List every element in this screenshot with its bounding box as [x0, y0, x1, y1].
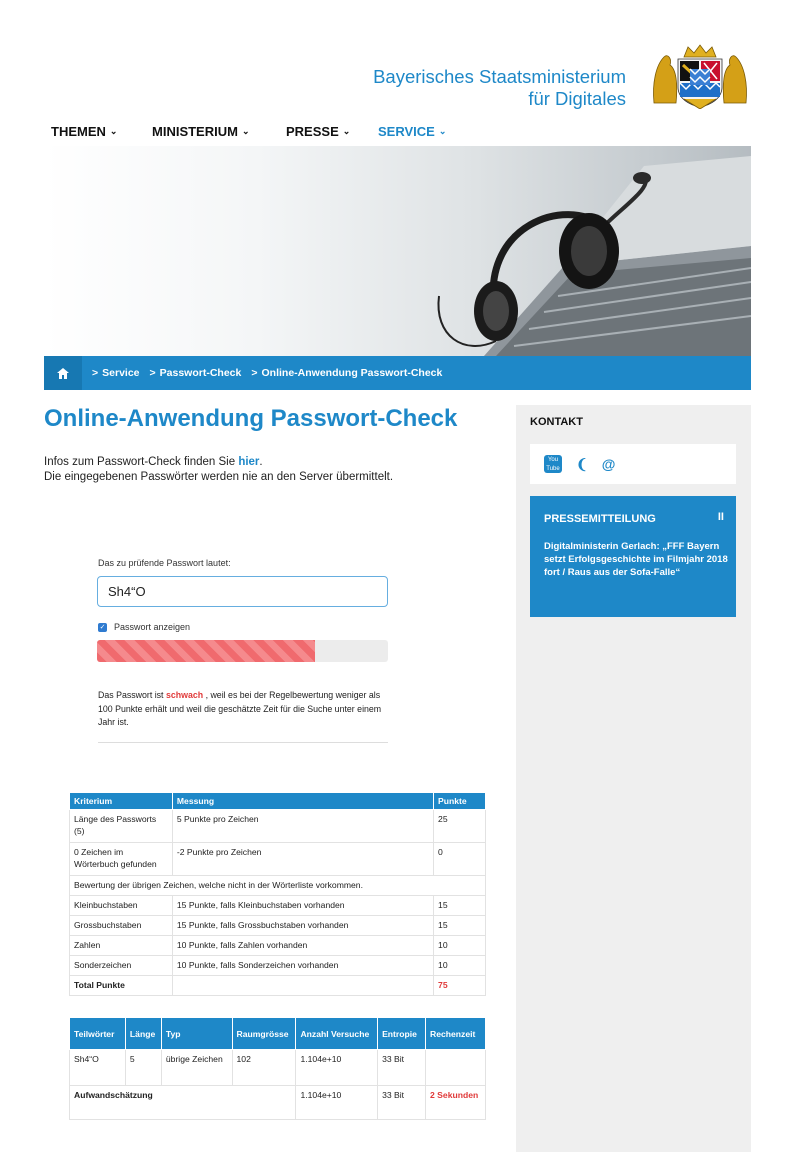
password-label: Das zu prüfende Passwort lautet:	[98, 558, 231, 568]
breadcrumb	[44, 356, 751, 390]
ministry-name[interactable]	[330, 66, 626, 110]
show-password-label: Passwort anzeigen	[114, 622, 191, 632]
table-cell	[426, 1050, 486, 1086]
press-release-text[interactable]: Digitalministerin Gerlach: „FFF Bayern setzt Erfolgsgeschichte im Filmjahr 2018 fort / Raus aus der Sofa-Falle“	[544, 541, 728, 578]
table-cell: 10	[434, 956, 486, 976]
breadcrumb-item-current: > Online-Anwendung Passwort-Check	[251, 367, 443, 379]
hero-image	[44, 146, 751, 356]
show-password-toggle[interactable]	[98, 622, 190, 632]
column-header: Länge	[125, 1018, 161, 1050]
table-row	[70, 936, 486, 956]
table-total-row	[70, 976, 486, 996]
table-summary-row	[70, 1086, 486, 1120]
chevron-down-icon: ⌄	[109, 125, 118, 136]
table-header-row	[70, 793, 486, 810]
crest-logo[interactable]	[650, 43, 750, 109]
table-cell: 1.104e+10	[296, 1050, 378, 1086]
column-header: Messung	[172, 793, 433, 810]
estimation-table	[69, 1017, 486, 1120]
table-cell: 0 Zeichen im Wörterbuch gefunden	[70, 843, 173, 876]
column-header: Typ	[161, 1018, 232, 1050]
nav-label: PRESSE	[286, 123, 339, 139]
table-row	[70, 876, 486, 896]
ministry-line-1: Bayerisches Staatsministerium	[373, 66, 626, 87]
column-header: Kriterium	[70, 793, 173, 810]
nav-label: MINISTERIUM	[152, 123, 238, 139]
info-link[interactable]: hier	[238, 456, 260, 468]
contact-box	[530, 444, 736, 484]
nav-ministerium[interactable]	[152, 122, 286, 140]
breadcrumb-item-passwort-check[interactable]: > Passwort-Check	[149, 367, 242, 379]
table-cell: 15	[434, 896, 486, 916]
pause-icon[interactable]: II	[717, 511, 724, 523]
table-row	[70, 896, 486, 916]
chevron-down-icon: ⌄	[438, 125, 447, 136]
verdict-before: Das Passwort ist	[98, 690, 166, 700]
table-row	[70, 843, 486, 876]
summary-label: Aufwandschätzung	[70, 1086, 296, 1120]
total-label: Total Punkte	[70, 976, 173, 996]
table-cell: 0	[434, 843, 486, 876]
table-cell: Kleinbuchstaben	[70, 896, 173, 916]
table-cell: 5	[125, 1050, 161, 1086]
table-cell: Länge des Passworts (5)	[70, 810, 173, 843]
breadcrumb-label: Online-Anwendung Passwort-Check	[261, 367, 443, 379]
table-cell: 15 Punkte, falls Kleinbuchstaben vorhanden	[172, 896, 433, 916]
column-header: Rechenzeit	[426, 1018, 486, 1050]
scoring-table	[69, 792, 486, 996]
nav-presse[interactable]	[286, 122, 378, 140]
nav-label: SERVICE	[378, 123, 435, 139]
intro-text-after: .	[259, 456, 263, 468]
table-cell: 10 Punkte, falls Sonderzeichen vorhanden	[172, 956, 433, 976]
password-input[interactable]	[97, 576, 388, 607]
youtube-icon[interactable]: You Tube	[544, 455, 562, 473]
table-row	[70, 956, 486, 976]
table-cell: 25	[434, 810, 486, 843]
table-cell	[172, 976, 433, 996]
phone-icon[interactable]: ❨	[576, 455, 588, 472]
ministry-line-2: für Digitales	[528, 88, 626, 109]
table-cell: Sonderzeichen	[70, 956, 173, 976]
summary-time: 2 Sekunden	[426, 1086, 486, 1120]
table-note: Bewertung der übrigen Zeichen, welche nicht in der Wörterliste vorkommen.	[70, 876, 486, 896]
main-nav	[51, 122, 458, 140]
table-cell: 33 Bit	[378, 1086, 426, 1120]
intro-text	[44, 455, 393, 485]
table-cell: 102	[232, 1050, 296, 1086]
table-cell: -2 Punkte pro Zeichen	[172, 843, 433, 876]
table-row	[70, 1050, 486, 1086]
page-title: Online-Anwendung Passwort-Check	[44, 405, 458, 432]
breadcrumb-label: Service	[102, 367, 140, 379]
table-cell: 10	[434, 936, 486, 956]
verdict-after: , weil es bei der Regelbewertung weniger als 100 Punkte erhält und weil die geschätzte Zeit für die Suche unter einem Jahr ist.	[98, 690, 382, 727]
table-cell: 10 Punkte, falls Zahlen vorhanden	[172, 936, 433, 956]
sidebar-heading-kontakt: KONTAKT	[530, 416, 583, 428]
intro-text-before: Infos zum Passwort-Check finden Sie	[44, 456, 239, 468]
strength-bar	[97, 640, 388, 662]
table-cell: 33 Bit	[378, 1050, 426, 1086]
table-cell: übrige Zeichen	[161, 1050, 232, 1086]
table-cell: Sh4“O	[70, 1050, 126, 1086]
table-header-row	[70, 1018, 486, 1050]
table-cell: 15	[434, 916, 486, 936]
total-value: 75	[434, 976, 486, 996]
headset-laptop-illustration	[44, 146, 751, 356]
column-header: Raumgrösse	[232, 1018, 296, 1050]
press-release-title: PRESSEMITTEILUNG	[544, 513, 656, 525]
column-header: Punkte	[434, 793, 486, 810]
nav-service[interactable]	[378, 122, 458, 140]
verdict-word: schwach	[165, 690, 204, 700]
email-icon[interactable]: @	[601, 456, 616, 472]
table-row	[70, 916, 486, 936]
nav-themen[interactable]	[51, 122, 152, 140]
intro-line-2: Die eingegebenen Passwörter werden nie an den Server übermittelt.	[44, 471, 394, 483]
column-header: Entropie	[378, 1018, 426, 1050]
breadcrumb-label: Passwort-Check	[159, 367, 242, 379]
nav-label: THEMEN	[51, 123, 106, 139]
table-cell: 15 Punkte, falls Grossbuchstaben vorhanden	[172, 916, 433, 936]
column-header: Anzahl Versuche	[296, 1018, 378, 1050]
chevron-down-icon: ⌄	[342, 125, 351, 136]
divider	[98, 742, 388, 743]
show-password-checkbox[interactable]: ✓	[99, 623, 106, 631]
table-cell: 1.104e+10	[296, 1086, 378, 1120]
strength-bar-fill	[97, 640, 315, 662]
home-icon[interactable]	[44, 356, 82, 390]
table-cell: Zahlen	[70, 936, 173, 956]
table-cell: Grossbuchstaben	[70, 916, 173, 936]
column-header: Teilwörter	[70, 1018, 126, 1050]
breadcrumb-item-service[interactable]: > Service	[92, 367, 140, 379]
verdict-text	[98, 689, 390, 730]
press-release-box[interactable]	[530, 496, 736, 617]
chevron-down-icon: ⌄	[241, 125, 250, 136]
table-row	[70, 810, 486, 843]
table-cell: 5 Punkte pro Zeichen	[172, 810, 433, 843]
